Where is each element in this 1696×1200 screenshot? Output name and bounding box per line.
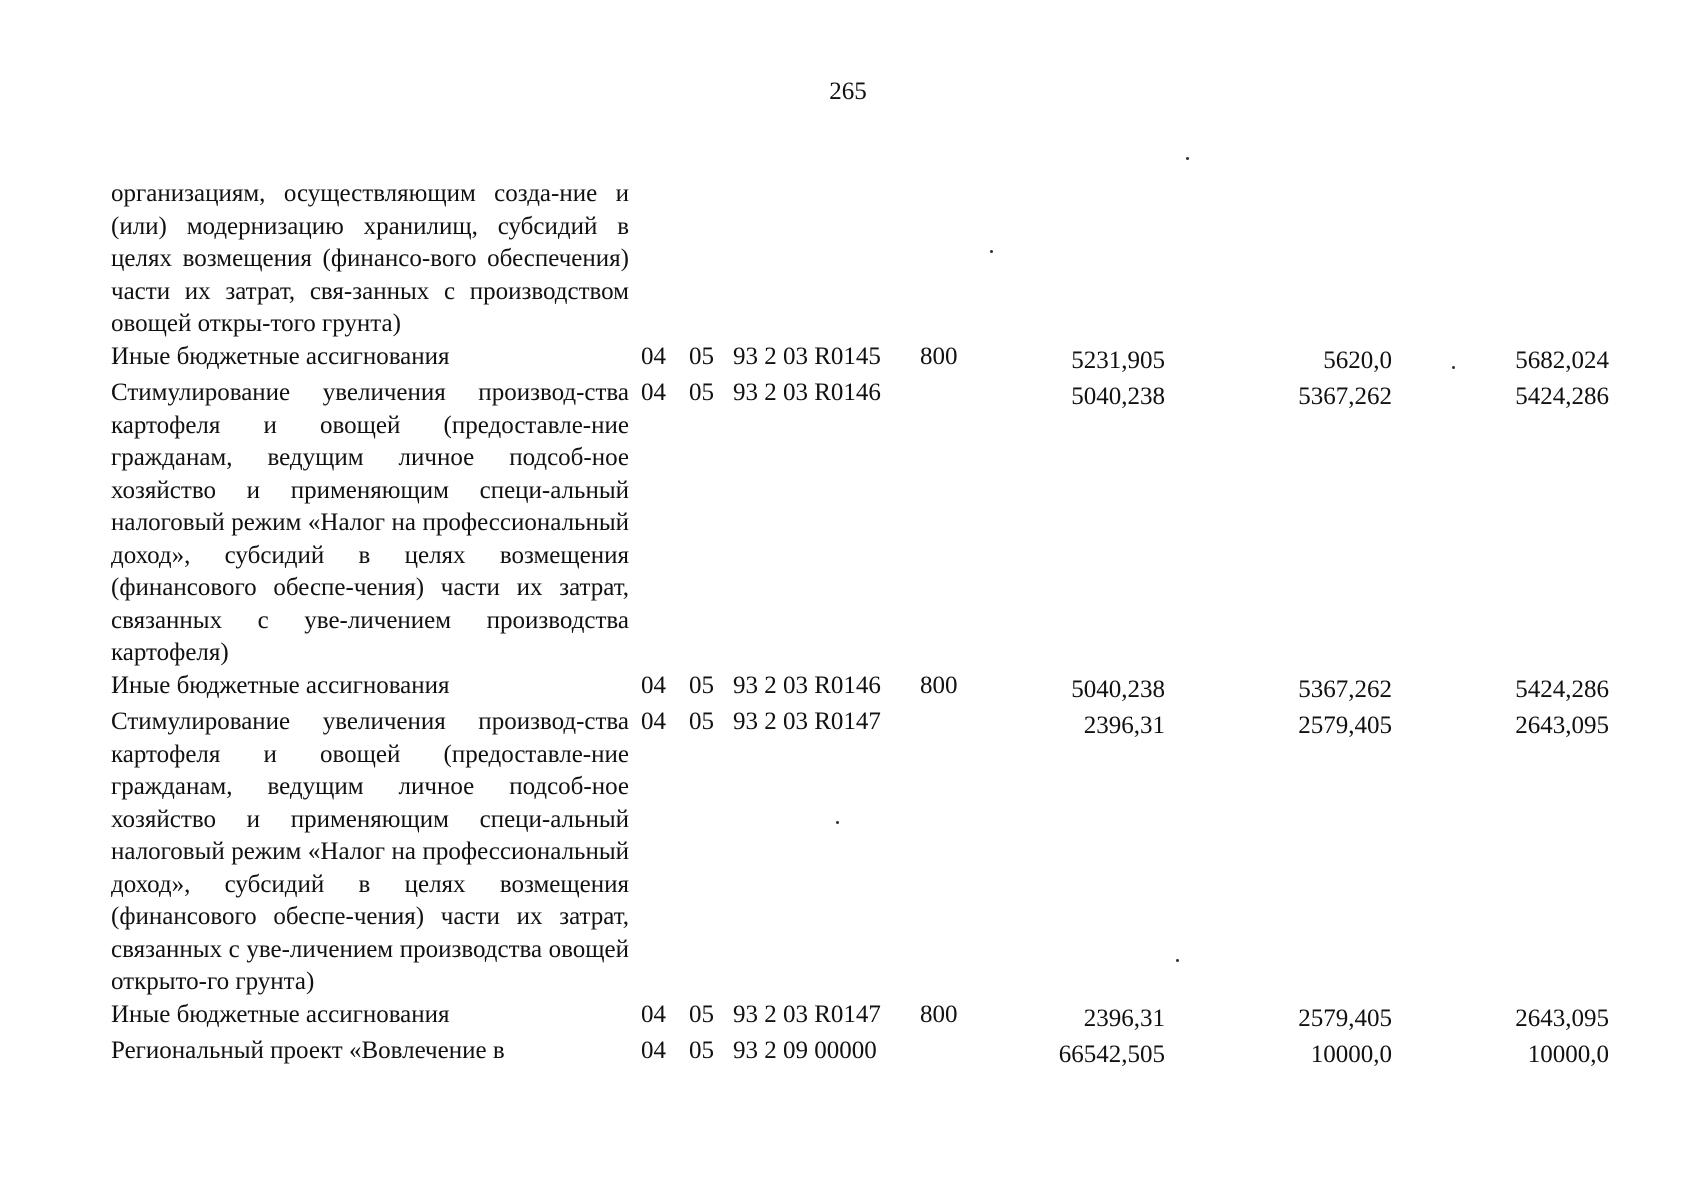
table-row bbox=[111, 999, 1617, 1036]
amount-year-1: 66542,505 bbox=[1058, 1041, 1165, 1068]
amount-year-1 bbox=[980, 178, 1187, 341]
amount-year-3: 2643,095 bbox=[1515, 1004, 1609, 1032]
item-name: Иные бюджетные ассигнования bbox=[111, 671, 450, 699]
expense-type-code bbox=[920, 377, 980, 670]
subsection-code: 05 bbox=[689, 1000, 714, 1028]
section-code: 04 bbox=[641, 708, 666, 735]
item-name: Иные бюджетные ассигнования bbox=[111, 1000, 450, 1028]
amount-year-1: 2396,31 bbox=[1083, 712, 1165, 739]
section-code bbox=[641, 178, 689, 341]
amount-year-1: 5040,238 bbox=[1071, 675, 1165, 703]
item-name: Иные бюджетные ассигнования bbox=[111, 342, 450, 370]
item-name: организациям, осуществляющим созда-ние и (или) модернизацию хранилищ, субсидий в целях возмещения (финансо-вого обеспечения) части их затрат, свя-занных с производством овощей откры-того грунта) bbox=[111, 180, 629, 337]
scan-speck bbox=[1452, 366, 1455, 369]
amount-year-2 bbox=[1187, 178, 1404, 341]
amount-year-3 bbox=[1404, 178, 1617, 341]
amount-year-2: 5367,262 bbox=[1298, 675, 1392, 703]
amount-year-2: 5367,262 bbox=[1298, 383, 1392, 410]
scan-speck bbox=[1176, 959, 1179, 962]
scan-speck bbox=[990, 250, 993, 253]
target-article-code bbox=[733, 178, 920, 341]
expense-type-code: 800 bbox=[920, 1000, 958, 1028]
amount-year-3: 5424,286 bbox=[1515, 675, 1609, 703]
target-article-code: 93 2 03 R0146 bbox=[733, 379, 881, 406]
budget-table bbox=[111, 178, 1617, 1072]
amount-year-3: 5682,024 bbox=[1515, 346, 1609, 374]
target-article-code: 93 2 03 R0147 bbox=[733, 708, 881, 735]
table-row bbox=[111, 1035, 1617, 1072]
section-code: 04 bbox=[641, 1000, 666, 1028]
item-name: Стимулирование увеличения производ-ства картофеля и овощей (предоставле-ние гражданам, ведущим личное подсоб-ное хозяйство и применяющим специ-альный налоговый режим «Налог на профессиональный доход», субсидий в целях возмещения (финансового обеспе-чения) части их затрат, связанных с уве-личением производства овощей открыто-го грунта) bbox=[111, 708, 629, 995]
target-article-code: 93 2 03 R0145 bbox=[733, 342, 881, 370]
table-row bbox=[111, 377, 1617, 670]
subsection-code: 05 bbox=[689, 379, 714, 406]
expense-type-code: 800 bbox=[920, 671, 958, 699]
page-number: 265 bbox=[829, 78, 867, 105]
subsection-code: 05 bbox=[689, 1037, 714, 1064]
item-name: Региональный проект «Вовлечение в bbox=[111, 1037, 505, 1064]
expense-type-code bbox=[920, 706, 980, 999]
amount-year-2: 2579,405 bbox=[1298, 712, 1392, 739]
amount-year-2: 5620,0 bbox=[1323, 346, 1392, 374]
amount-year-3: 10000,0 bbox=[1527, 1041, 1609, 1068]
amount-year-1: 5040,238 bbox=[1071, 383, 1165, 410]
amount-year-2: 10000,0 bbox=[1310, 1041, 1392, 1068]
scan-speck bbox=[836, 821, 839, 824]
subsection-code: 05 bbox=[689, 342, 714, 370]
amount-year-1: 5231,905 bbox=[1071, 346, 1165, 374]
expense-type-code: 800 bbox=[920, 342, 958, 370]
target-article-code: 93 2 03 R0146 bbox=[733, 671, 881, 699]
amount-year-3: 2643,095 bbox=[1515, 712, 1609, 739]
table-row bbox=[111, 341, 1617, 378]
target-article-code: 93 2 09 00000 bbox=[733, 1037, 877, 1064]
subsection-code: 05 bbox=[689, 671, 714, 699]
section-code: 04 bbox=[641, 379, 666, 406]
amount-year-2: 2579,405 bbox=[1298, 1004, 1392, 1032]
subsection-code bbox=[689, 178, 733, 341]
table-row bbox=[111, 178, 1617, 341]
item-name: Стимулирование увеличения производ-ства картофеля и овощей (предоставле-ние гражданам, ведущим личное подсоб-ное хозяйство и применяющим специ-альный налоговый режим «Налог на профессиональный доход», субсидий в целях возмещения (финансового обеспе-чения) части их затрат, связанных с уве-личением производства картофеля) bbox=[111, 379, 629, 666]
subsection-code: 05 bbox=[689, 708, 714, 735]
table-row bbox=[111, 670, 1617, 707]
expense-type-code bbox=[920, 1035, 980, 1072]
table-row bbox=[111, 706, 1617, 999]
amount-year-1: 2396,31 bbox=[1083, 1004, 1165, 1032]
amount-year-3: 5424,286 bbox=[1515, 383, 1609, 410]
target-article-code: 93 2 03 R0147 bbox=[733, 1000, 881, 1028]
expense-type-code bbox=[920, 178, 980, 341]
section-code: 04 bbox=[641, 1037, 666, 1064]
section-code: 04 bbox=[641, 342, 666, 370]
section-code: 04 bbox=[641, 671, 666, 699]
scan-speck bbox=[1186, 157, 1189, 160]
